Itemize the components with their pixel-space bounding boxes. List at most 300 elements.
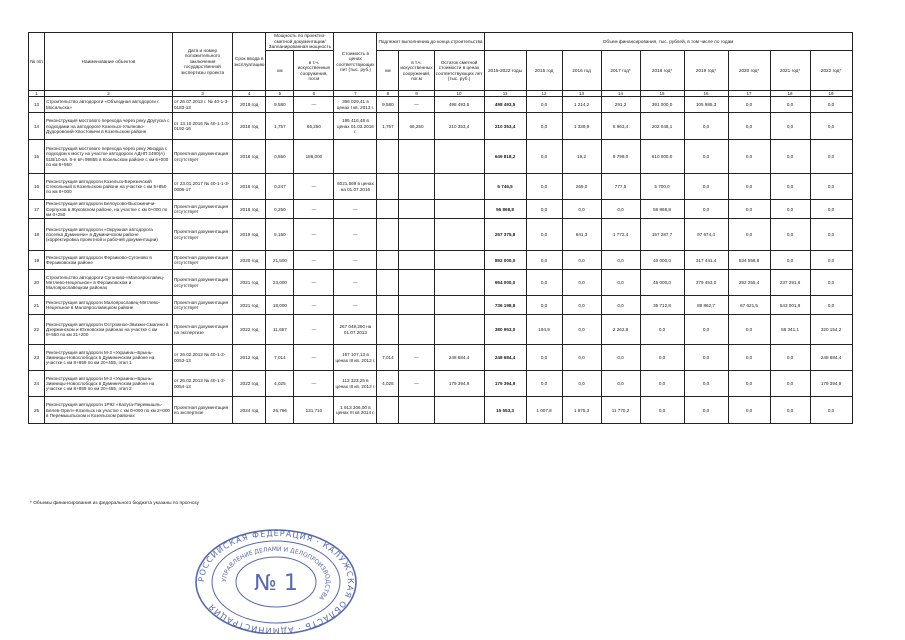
year-value: 641,3 <box>562 219 601 251</box>
year-value: 0,0 <box>601 270 640 296</box>
year-value: 0,0 <box>684 113 728 140</box>
col-header-done-remain: Остаток сметной стоимости в ценах соответствующих лет (тыс. руб.) <box>434 51 484 91</box>
col-header-done: Подлежит выполнению до конца строительства <box>377 33 484 51</box>
capacity-art: — <box>294 345 334 371</box>
table-row <box>29 113 853 140</box>
done-km: 4,025 <box>377 371 399 397</box>
cost-cell: — <box>334 200 377 219</box>
year-value: 0,0 <box>728 140 770 174</box>
total-cell: 248 684,4 <box>484 345 526 371</box>
footnote: * Объемы финансирования из федерального бюджета указаны по прогнозу <box>30 501 199 506</box>
year-value: 0,0 <box>640 315 684 345</box>
col-header-year: 2015 год <box>526 51 562 91</box>
cost-cell: — <box>334 219 377 251</box>
cost-cell: 195 416,48 в ценах 01.03.2016 г. <box>334 113 377 140</box>
year-value: 40 000,0 <box>640 251 684 270</box>
year-value: 0,0 <box>810 251 852 270</box>
col-header-cap-km: км <box>266 51 294 91</box>
capacity-km: 5,150 <box>266 219 294 251</box>
col-header-year: 2017 год* <box>601 51 640 91</box>
year-value: 179 394,9 <box>810 371 852 397</box>
expertise-cell: от 23.01.2017 № 40-1-1-3-0006-17 <box>173 174 233 200</box>
year-value: 0,0 <box>728 345 770 371</box>
year-value: 56 868,8 <box>640 200 684 219</box>
year-value: 0,0 <box>810 174 852 200</box>
year-value: 292 255,4 <box>728 270 770 296</box>
expertise-cell: Проектная документация отсутствует <box>173 140 233 174</box>
year-value: 0,0 <box>684 174 728 200</box>
year-value: 0,0 <box>601 251 640 270</box>
year-value: 105 985,3 <box>684 97 728 113</box>
column-number: 12 <box>526 91 562 97</box>
year-value: 1 214,2 <box>562 97 601 113</box>
year-value: 0,0 <box>526 113 562 140</box>
capacity-art: — <box>294 200 334 219</box>
total-cell: 6 746,5 <box>484 174 526 200</box>
year-value: 0,0 <box>770 174 810 200</box>
done-km <box>377 315 399 345</box>
object-name: Реконструкция автодороги М-3 «Украина»-Брынь-Зимницы-Новослободск в Думиничском районе на участке с км 8+859 по км 20+455, этап 2 <box>45 371 173 397</box>
capacity-km: 1,757 <box>266 113 294 140</box>
capacity-km: 7,014 <box>266 345 294 371</box>
capacity-art: — <box>294 371 334 397</box>
col-header-capacity: Мощность по проектно-сметной документации/ Запланированная мощность <box>266 33 334 51</box>
year-value: 0,0 <box>684 140 728 174</box>
year-value: 0,0 <box>728 219 770 251</box>
year-value: 291,2 <box>601 97 640 113</box>
total-cell: 736 198,8 <box>484 296 526 315</box>
row-number: 25 <box>29 397 45 424</box>
expertise-cell: Проектная документация из экспертизе <box>173 397 233 424</box>
year-value: 0,0 <box>562 315 601 345</box>
cost-cell: 1 913 306,00 в ценах III кв 2014 г. <box>334 397 377 424</box>
done-km: 1,757 <box>377 113 399 140</box>
term-cell: 2022 год <box>233 371 266 397</box>
year-value: 19,2 <box>562 140 601 174</box>
year-value: 1 875,3 <box>562 397 601 424</box>
remain-cell: 248 684,4 <box>434 345 484 371</box>
year-value: 89 862,7 <box>684 296 728 315</box>
year-value: 0,0 <box>526 200 562 219</box>
remain-cell <box>434 200 484 219</box>
term-cell: 2022 год <box>233 315 266 345</box>
column-number: 9 <box>399 91 434 97</box>
svg-text:РОССИЙСКАЯ ФЕДЕРАЦИЯ · КАЛУЖСК: РОССИЙСКАЯ ФЕДЕРАЦИЯ · КАЛУЖСКАЯ ОБЛАСТЬ · АДМИНИСТРАЦИЯ <box>196 528 356 634</box>
total-cell: 498 493,5 <box>484 97 526 113</box>
year-value: 0,0 <box>684 345 728 371</box>
row-number: 14 <box>29 113 45 140</box>
year-value: 534 558,6 <box>728 251 770 270</box>
expertise-cell: Проектная документация на экспертизе <box>173 315 233 345</box>
year-value: 237 291,6 <box>770 270 810 296</box>
year-value: 248 684,4 <box>810 345 852 371</box>
year-value: 9 799,0 <box>601 140 640 174</box>
year-value: 0,0 <box>562 371 601 397</box>
expertise-cell: Проектная документация отсутствует <box>173 296 233 315</box>
remain-cell <box>434 296 484 315</box>
done-km: 9,580 <box>377 97 399 113</box>
object-name: Реконструкция автодороги «Окружная автодорога поселка Думиничи» в Думиничском районе (корректировка проектной и рабочей документации) <box>45 219 173 251</box>
year-value: 543 001,8 <box>770 296 810 315</box>
row-number: 16 <box>29 174 45 200</box>
done-art <box>399 296 434 315</box>
year-value: 0,0 <box>770 397 810 424</box>
term-cell: 2020 год <box>233 251 266 270</box>
column-number: 2 <box>45 91 173 97</box>
capacity-art: — <box>294 315 334 345</box>
table-row <box>29 315 853 345</box>
financing-table <box>28 32 853 424</box>
done-art <box>399 219 434 251</box>
svg-text:УПРАВЛЕНИЕ ДЕЛАМИ И ДЕЛОПРОИЗВ: УПРАВЛЕНИЕ ДЕЛАМИ И ДЕЛОПРОИЗВОДСТВА <box>220 545 332 602</box>
table-row <box>29 140 853 174</box>
table-row <box>29 345 853 371</box>
col-header-year: 2020 год* <box>728 51 770 91</box>
column-number: 3 <box>173 91 233 97</box>
column-number: 4 <box>233 91 266 97</box>
table-row <box>29 219 853 251</box>
year-value: 610 000,0 <box>640 140 684 174</box>
total-cell: 56 868,8 <box>484 200 526 219</box>
term-cell: 2018 год <box>233 174 266 200</box>
expertise-cell: от 26.07.2013 г. № 40-1-3-0183-13 <box>173 97 233 113</box>
capacity-art: — <box>294 219 334 251</box>
expertise-cell: Проектная документация отсутствует <box>173 270 233 296</box>
column-number: 11 <box>484 91 526 97</box>
object-name: Реконструкция мостового перехода через реку Жиздра с подходом к мосту на участке автодороги АДНП 2490(А) 51В/10-вл. 6-е в/ч 99855 в Козельском районе с км 6+000 по км 6+550 <box>45 140 173 174</box>
year-value: 269,0 <box>562 174 601 200</box>
column-number: 16 <box>684 91 728 97</box>
done-art <box>399 397 434 424</box>
year-value: 0,0 <box>562 200 601 219</box>
year-value: 0,0 <box>601 345 640 371</box>
year-value: 0,0 <box>728 200 770 219</box>
cost-cell: 113 323,25 в ценах III кв. 2012 г. <box>334 371 377 397</box>
object-name: Реконструкция автодороги Козельск-Березичский Стекольный в Козельском районе на участке с км 5+850 по км 6+000 <box>45 174 173 200</box>
year-value: 0,0 <box>684 397 728 424</box>
year-value: 0,0 <box>684 200 728 219</box>
table-row <box>29 97 853 113</box>
cost-cell: 366 029,41 в ценах I кв. 2013 г. <box>334 97 377 113</box>
year-value: 0,0 <box>770 345 810 371</box>
year-value: 0,0 <box>810 97 852 113</box>
col-header-no: № п/п <box>29 33 45 91</box>
column-number: 8 <box>377 91 399 97</box>
year-value: 35 712,8 <box>640 296 684 315</box>
col-header-name: Наименование объектов <box>45 33 173 91</box>
cost-cell: 6021,569 в ценах на 01.07.2016 <box>334 174 377 200</box>
done-km <box>377 397 399 424</box>
total-cell: 892 000,0 <box>484 251 526 270</box>
year-value: 0,0 <box>640 345 684 371</box>
term-cell: 2019 год <box>233 97 266 113</box>
remain-cell <box>434 315 484 345</box>
table-row <box>29 270 853 296</box>
expertise-cell: Проектная документация отсутствует <box>173 200 233 219</box>
col-header-year: 2015-2022 годы <box>484 51 526 91</box>
col-header-cost: Стоимость в ценах соответствующих лет (тыс. руб.) <box>334 33 377 91</box>
remain-cell <box>434 174 484 200</box>
year-value: 317 441,4 <box>684 251 728 270</box>
col-header-year: 2018 год* <box>640 51 684 91</box>
year-value: 0,0 <box>526 251 562 270</box>
done-art <box>399 174 434 200</box>
done-art: — <box>399 371 434 397</box>
object-name: Реконструкция автодороги Белоусово-Высокиничи-Серпухов в Жуковском районе, на участке с км 0+000 по км 0+250 <box>45 200 173 219</box>
col-header-year: 2019 год* <box>684 51 728 91</box>
col-header-finance: Объем финансирования, тыс. рублей, в том числе по годам <box>484 33 852 51</box>
year-value: 0,0 <box>728 371 770 397</box>
remain-cell <box>434 251 484 270</box>
column-number: 17 <box>728 91 770 97</box>
table-row <box>29 397 853 424</box>
capacity-art: — <box>294 174 334 200</box>
total-cell: 380 953,0 <box>484 315 526 345</box>
object-name: Реконструкция автодороги Ферзиково-Сугоново в Ферзиковском районе <box>45 251 173 270</box>
column-number: 10 <box>434 91 484 97</box>
remain-cell: 498 493,5 <box>434 97 484 113</box>
year-value: 67 621,5 <box>728 296 770 315</box>
object-name: Строительство автодороги «Объездная автодороги г. Мосальска» <box>45 97 173 113</box>
year-value: 0,0 <box>526 140 562 174</box>
capacity-km: 26,796 <box>266 397 294 424</box>
done-art <box>399 251 434 270</box>
col-header-term: Срок ввода в эксплуатацию <box>233 33 266 91</box>
total-cell: 954 000,0 <box>484 270 526 296</box>
year-value: 2 262,8 <box>601 315 640 345</box>
column-number: 7 <box>334 91 377 97</box>
column-number: 5 <box>266 91 294 97</box>
year-value: 0,0 <box>770 371 810 397</box>
capacity-art: 131,710 <box>294 397 334 424</box>
total-cell: 179 394,9 <box>484 371 526 397</box>
expertise-cell: от 26.02.2013 № 40-1-3-0054-13 <box>173 371 233 397</box>
table-row <box>29 174 853 200</box>
done-km: 7,014 <box>377 345 399 371</box>
done-art <box>399 200 434 219</box>
column-number: 1 <box>29 91 45 97</box>
year-value: 97 674,4 <box>684 219 728 251</box>
year-value: 0,0 <box>526 97 562 113</box>
capacity-km: 0,550 <box>266 140 294 174</box>
object-name: Реконструкция автодороги М-3 «Украина»-Брынь-Зимницы-Новослободск в Думиничском районе на участке с км 8+859 по км 20+455, этап 1 <box>45 345 173 371</box>
col-header-done-art: в т.ч. искусственных сооружений, пог.м <box>399 51 434 91</box>
cost-cell: — <box>334 296 377 315</box>
done-km <box>377 140 399 174</box>
cost-cell: — <box>334 270 377 296</box>
done-art: 66,250 <box>399 113 434 140</box>
table-row <box>29 296 853 315</box>
year-value: 0,0 <box>601 200 640 219</box>
capacity-art: — <box>294 270 334 296</box>
remain-cell <box>434 397 484 424</box>
expertise-cell: Проектная документация отсутствует <box>173 219 233 251</box>
year-value: 0,0 <box>728 174 770 200</box>
row-number: 19 <box>29 251 45 270</box>
capacity-km: 0,247 <box>266 174 294 200</box>
capacity-km: 9,580 <box>266 97 294 113</box>
capacity-km: 23,000 <box>266 270 294 296</box>
year-value: 0,0 <box>728 315 770 345</box>
total-cell: 210 353,4 <box>484 113 526 140</box>
total-cell: 649 818,2 <box>484 140 526 174</box>
column-number: 15 <box>640 91 684 97</box>
official-seal <box>184 504 369 634</box>
table-row <box>29 371 853 397</box>
total-cell: 257 375,8 <box>484 219 526 251</box>
year-value: 0,0 <box>601 371 640 397</box>
year-value: 0,0 <box>770 97 810 113</box>
year-value: 0,0 <box>562 251 601 270</box>
term-cell: 2019 год <box>233 219 266 251</box>
row-number: 23 <box>29 345 45 371</box>
remain-cell: 179 394,9 <box>434 371 484 397</box>
year-value: 11 770,2 <box>601 397 640 424</box>
year-value: 0,0 <box>728 397 770 424</box>
seal-graphic <box>184 504 369 634</box>
col-header-year: 2016 год <box>562 51 601 91</box>
year-value: 379 453,0 <box>684 270 728 296</box>
row-number: 15 <box>29 140 45 174</box>
year-value: 0,0 <box>810 397 852 424</box>
year-value: 0,0 <box>526 296 562 315</box>
object-name: Реконструкция автодороги Малоярославец-Мятлево-Нецельное в Малоярославецком районе <box>45 296 173 315</box>
cost-cell: 267 049,290 на 01.07.2013 <box>334 315 377 345</box>
object-name: Реконструкция автодороги Острожное-Звизжи-Смагино в Дзержинском и Юхновском районах на участке с км 9+550 по км 21+200 <box>45 315 173 345</box>
year-value: 0,0 <box>640 371 684 397</box>
done-km <box>377 219 399 251</box>
done-km <box>377 174 399 200</box>
year-value: 0,0 <box>810 219 852 251</box>
done-art: — <box>399 345 434 371</box>
year-value: 391 000,0 <box>640 97 684 113</box>
done-km <box>377 251 399 270</box>
done-km <box>377 200 399 219</box>
expertise-cell: от 26.02.2013 № 40-1-3-0053-13 <box>173 345 233 371</box>
remain-cell <box>434 140 484 174</box>
done-km <box>377 296 399 315</box>
column-number: 18 <box>770 91 810 97</box>
capacity-km: 18,000 <box>266 296 294 315</box>
year-value: 45 000,0 <box>640 270 684 296</box>
cost-cell: — <box>334 251 377 270</box>
year-value: 1 772,4 <box>601 219 640 251</box>
table-row <box>29 200 853 219</box>
done-art <box>399 270 434 296</box>
year-value: 0,0 <box>526 345 562 371</box>
column-number: 19 <box>810 91 852 97</box>
col-header-done-km: км <box>377 51 399 91</box>
done-art: — <box>399 97 434 113</box>
column-number: 6 <box>294 91 334 97</box>
row-number: 21 <box>29 296 45 315</box>
year-value: 5 700,0 <box>640 174 684 200</box>
year-value: 194,9 <box>526 315 562 345</box>
year-value: 0,0 <box>770 219 810 251</box>
cost-cell: 157 107,13 в ценах III кв. 2012 г. <box>334 345 377 371</box>
year-value: 0,0 <box>728 97 770 113</box>
year-value: 0,0 <box>640 397 684 424</box>
row-number: 20 <box>29 270 45 296</box>
row-number: 22 <box>29 315 45 345</box>
col-header-cap-art: в т.ч. искусственные сооружения, пог.м <box>294 51 334 91</box>
term-cell: 2021 год <box>233 270 266 296</box>
capacity-art: — <box>294 251 334 270</box>
object-name: Реконструкция мостового перехода через реку Другуска с подходами на автодороге Козельск-Ульяново-Дудоровский-Хвостовичи в Козельском районе <box>45 113 173 140</box>
year-value: 0,0 <box>526 219 562 251</box>
column-number: 14 <box>601 91 640 97</box>
year-value: 0,0 <box>770 200 810 219</box>
term-cell: 2024 год <box>233 397 266 424</box>
year-value: 320 154,2 <box>810 315 852 345</box>
year-value: 0,0 <box>526 270 562 296</box>
year-value: 0,0 <box>770 113 810 140</box>
year-value: 0,0 <box>601 296 640 315</box>
term-cell: 2018 год <box>233 113 266 140</box>
capacity-art: 66,250 <box>294 113 334 140</box>
row-number: 24 <box>29 371 45 397</box>
year-value: 0,0 <box>526 371 562 397</box>
year-value: 0,0 <box>526 174 562 200</box>
col-header-expertise: Дата и номер положительного заключения государственной экспертизы проекта <box>173 33 233 91</box>
year-value: 0,0 <box>684 315 728 345</box>
col-header-year: 2022 год* <box>810 51 852 91</box>
capacity-art: — <box>294 97 334 113</box>
year-value: 157 287,7 <box>640 219 684 251</box>
done-art <box>399 140 434 174</box>
year-value: 58 341,1 <box>770 315 810 345</box>
svg-text:№ 1: № 1 <box>254 571 298 596</box>
year-value: 0,0 <box>810 200 852 219</box>
year-value: 0,0 <box>562 270 601 296</box>
capacity-art: — <box>294 296 334 315</box>
expertise-cell: Проектная документация отсутствует <box>173 251 233 270</box>
year-value: 0,0 <box>770 140 810 174</box>
year-value: 0,0 <box>728 113 770 140</box>
term-cell: 2021 год <box>233 296 266 315</box>
term-cell: 2018 год <box>233 140 266 174</box>
year-value: 0,0 <box>562 345 601 371</box>
expertise-cell: от 13.10.2016 № 40-1-1-3-0192-16 <box>173 113 233 140</box>
year-value: 6 963,4 <box>601 113 640 140</box>
done-km <box>377 270 399 296</box>
year-value: 0,0 <box>562 296 601 315</box>
cost-cell <box>334 140 377 174</box>
capacity-km: 11,657 <box>266 315 294 345</box>
remain-cell: 210 353,4 <box>434 113 484 140</box>
remain-cell <box>434 219 484 251</box>
term-cell: 2018 год <box>233 200 266 219</box>
year-value: 202 048,1 <box>640 113 684 140</box>
row-number: 13 <box>29 97 45 113</box>
document-sheet <box>6 6 898 634</box>
remain-cell <box>434 270 484 296</box>
total-cell: 15 553,3 <box>484 397 526 424</box>
year-value: 0,0 <box>770 251 810 270</box>
year-value: 777,5 <box>601 174 640 200</box>
row-number: 17 <box>29 200 45 219</box>
object-name: Строительство автодороги Сугоново-«Малоярославец-Мятлево-Нецельное» в Ферзиковском и Малоярославецком районах <box>45 270 173 296</box>
col-header-year: 2021 год* <box>770 51 810 91</box>
capacity-km: 21,500 <box>266 251 294 270</box>
year-value: 0,0 <box>810 296 852 315</box>
year-value: 0,0 <box>810 113 852 140</box>
term-cell: 2012 год <box>233 345 266 371</box>
year-value: 0,0 <box>684 371 728 397</box>
capacity-art: 186,000 <box>294 140 334 174</box>
row-number: 18 <box>29 219 45 251</box>
capacity-km: 0,250 <box>266 200 294 219</box>
